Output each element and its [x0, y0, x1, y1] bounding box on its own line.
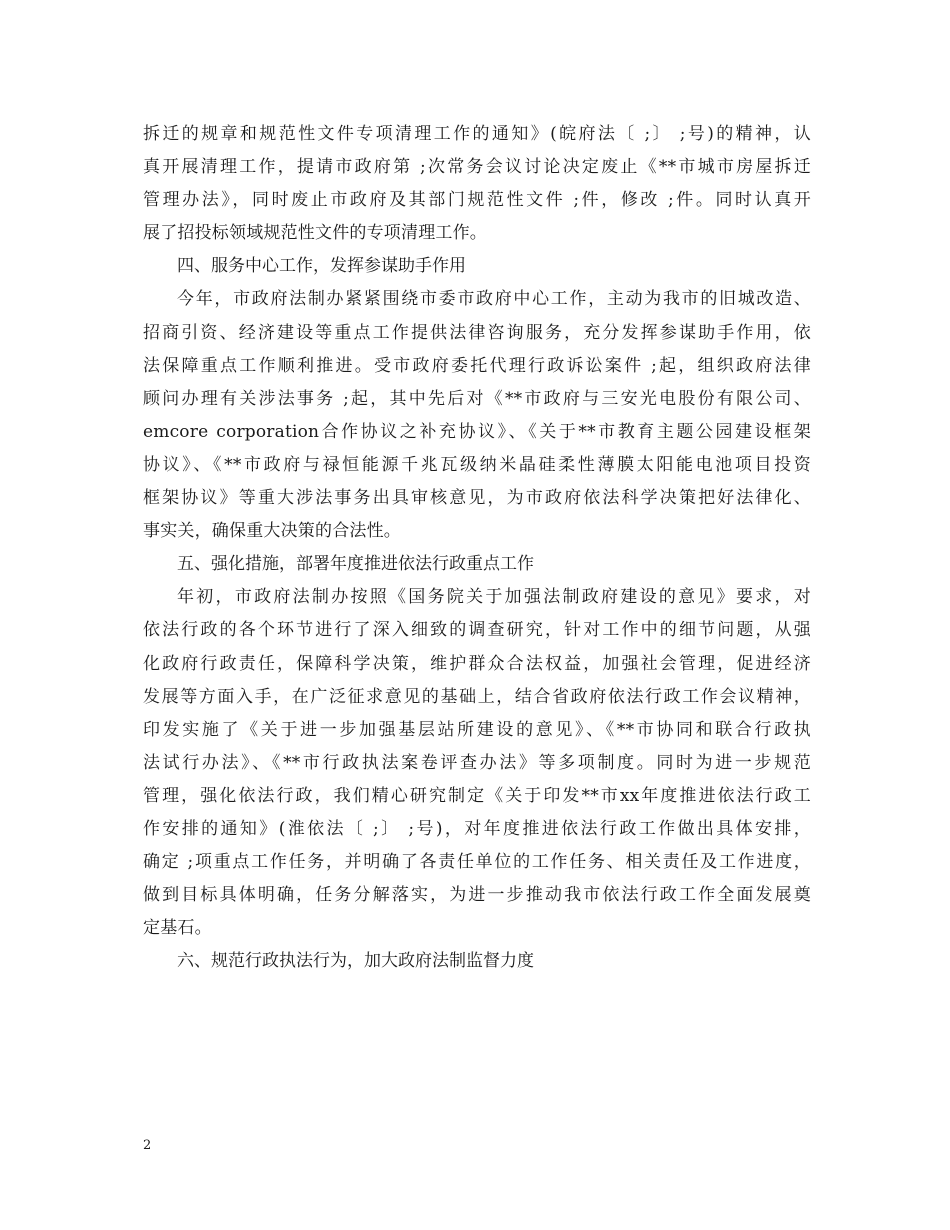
text-line: 展了招投标领域规范性文件的专项清理工作。: [143, 223, 487, 244]
text-line: 顾问办理有关涉法事务 ;起，其中先后对《**市政府与三安光电股份有限公司、: [143, 388, 811, 409]
text-line: 招商引资、经济建设等重点工作提供法律咨询服务，充分发挥参谋助手作用，依: [143, 322, 811, 343]
text-line: 拆迁的规章和规范性文件专项清理工作的通知》(皖府法〔 ;〕 ;号)的精神，认: [143, 124, 811, 144]
section-heading: 五、强化措施，部署年度推进依法行政重点工作: [177, 554, 534, 575]
text-line: 作安排的通知》(淮依法〔 ;〕 ;号)，对年度推进依法行政工作做出具体安排，: [143, 818, 811, 839]
page-number: 2: [143, 1138, 152, 1153]
text-line: 真开展清理工作，提请市政府第 ;次常务会议讨论决定废止《**市城市房屋拆迁: [143, 157, 811, 178]
text-line: 管理办法》，同时废止市政府及其部门规范性文件 ;件，修改 ;件。同时认真开: [143, 190, 811, 211]
text-line: 法保障重点工作顺利推进。受市政府委托代理行政诉讼案件 ;起，组织政府法律: [143, 355, 811, 376]
section-heading: 四、服务中心工作，发挥参谋助手作用: [177, 256, 466, 277]
text-line: 事实关，确保重大决策的合法性。: [143, 521, 401, 542]
document-body: [143, 118, 811, 978]
text-line: 印发实施了《关于进一步加强基层站所建设的意见》、《**市协同和联合行政执: [143, 719, 811, 740]
text-line: 化政府行政责任，保障科学决策，维护群众合法权益，加强社会管理，促进经济: [143, 653, 811, 674]
text-line: 管理，强化依法行政，我们精心研究制定《关于印发**市xx年度推进依法行政工: [143, 785, 811, 806]
text-line: 今年，市政府法制办紧紧围绕市委市政府中心工作，主动为我市的旧城改造、: [177, 289, 811, 310]
text-line: 法试行办法》、《**市行政执法案卷评查办法》等多项制度。同时为进一步规范: [143, 752, 811, 773]
text-line: emcore corporation合作协议之补充协议》、《关于**市教育主题公园建设框架: [143, 421, 811, 442]
text-line: 定基石。: [143, 918, 212, 939]
text-line: 做到目标具体明确，任务分解落实，为进一步推动我市依法行政工作全面发展奠: [143, 885, 811, 906]
text-line: 确定 ;项重点工作任务，并明确了各责任单位的工作任务、相关责任及工作进度，: [143, 852, 811, 873]
section-heading: 六、规范行政执法行为，加大政府法制监督力度: [177, 951, 534, 972]
text-line: 依法行政的各个环节进行了深入细致的调查研究，针对工作中的细节问题，从强: [143, 620, 811, 641]
text-line: 协议》、《**市政府与禄恒能源千兆瓦级纳米晶硅柔性薄膜太阳能电池项目投资: [143, 454, 811, 475]
text-line: 发展等方面入手，在广泛征求意见的基础上，结合省政府依法行政工作会议精神，: [143, 686, 811, 707]
text-line: 年初，市政府法制办按照《国务院关于加强法制政府建设的意见》要求，对: [177, 587, 811, 608]
text-line: 框架协议》等重大涉法事务出具审核意见，为市政府依法科学决策把好法律化、: [143, 488, 811, 509]
